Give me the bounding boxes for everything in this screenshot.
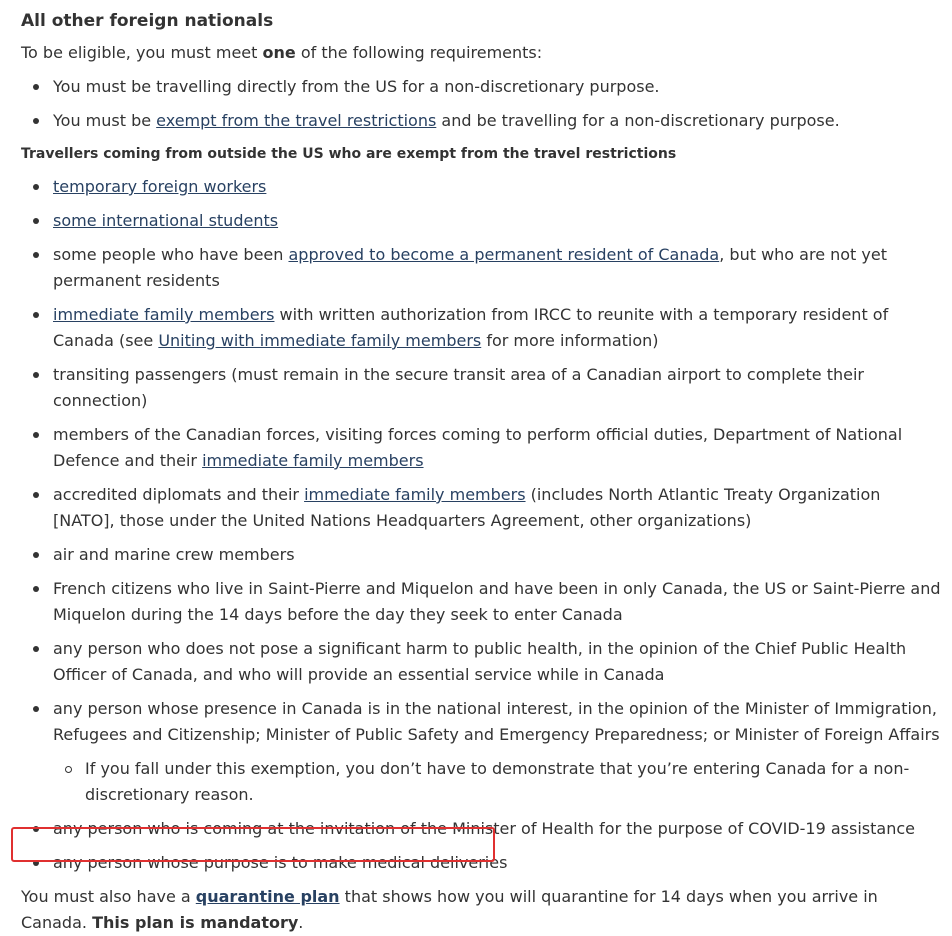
list-item: air and marine crew members bbox=[21, 542, 941, 568]
quarantine-plan-link[interactable]: quarantine plan bbox=[195, 887, 340, 906]
section-heading: All other foreign nationals bbox=[21, 11, 274, 31]
forces-family-link[interactable]: immediate family members bbox=[202, 451, 424, 470]
list-item: immediate family members with written authorization from IRCC to reunite with a temporary resident of Canada (see Uniting with immediate family members for more information) bbox=[21, 302, 941, 354]
mandatory-emphasis: This plan is mandatory bbox=[92, 913, 299, 932]
list-item: members of the Canadian forces, visiting forces coming to perform official duties, Department of National Defence and their immediate family members bbox=[21, 422, 941, 474]
list-item: any person who does not pose a significant harm to public health, in the opinion of the Chief Public Health Officer of Canada, and who will provide an essential service while in Canada bbox=[21, 636, 941, 688]
exempt-heading: Travellers coming from outside the US who are exempt from the travel restrictions bbox=[21, 146, 677, 162]
international-students-link[interactable]: some international students bbox=[53, 211, 279, 230]
list-item-medical-deliveries: any person whose purpose is to make medical deliveries bbox=[21, 850, 941, 876]
list-item: any person who is coming at the invitation of the Minister of Health for the purpose of COVID-19 assistance bbox=[21, 816, 941, 842]
intro-text: To be eligible, you must meet one of the following requirements: bbox=[21, 43, 543, 62]
closing-text: You must also have a quarantine plan that shows how you will quarantine for 14 days when you arrive in Canada. This plan is mandatory. bbox=[21, 887, 878, 932]
content-area bbox=[21, 8, 941, 936]
uniting-family-link[interactable]: Uniting with immediate family members bbox=[158, 331, 482, 350]
exempt-list bbox=[21, 174, 941, 876]
intro-emphasis: one bbox=[262, 43, 296, 62]
immediate-family-link[interactable]: immediate family members bbox=[53, 305, 275, 324]
list-item bbox=[21, 174, 941, 200]
exempt-restrictions-link[interactable]: exempt from the travel restrictions bbox=[156, 111, 437, 130]
list-item: transiting passengers (must remain in the secure transit area of a Canadian airport to complete their connection) bbox=[21, 362, 941, 414]
list-item: You must be exempt from the travel restrictions and be travelling for a non-discretionary purpose. bbox=[21, 108, 941, 134]
temporary-foreign-workers-link[interactable]: temporary foreign workers bbox=[53, 177, 267, 196]
list-item: accredited diplomats and their immediate family members (includes North Atlantic Treaty Organization [NATO], those under the United Nations Headquarters Agreement, other organizations) bbox=[21, 482, 941, 534]
diplomats-family-link[interactable]: immediate family members bbox=[304, 485, 526, 504]
list-item: some people who have been approved to become a permanent resident of Canada, but who are not yet permanent residents bbox=[21, 242, 941, 294]
sub-list bbox=[53, 756, 941, 808]
permanent-resident-link[interactable]: approved to become a permanent resident of Canada bbox=[288, 245, 720, 264]
list-item: French citizens who live in Saint-Pierre and Miquelon and have been in only Canada, the US or Saint-Pierre and Miquelon during the 14 days before the day they seek to enter Canada bbox=[21, 576, 941, 628]
sub-list-item: If you fall under this exemption, you don’t have to demonstrate that you’re entering Canada for a non-discretionary reason. bbox=[53, 756, 941, 808]
list-item: any person whose presence in Canada is in the national interest, in the opinion of the Minister of Immigration, Refugees and Citizenship; Minister of Public Safety and Emergency Preparedness; or Minister of Foreign Affairs If you fall under this exemption, you don’t have to demonstrate that you’re entering Canada for a non-discretionary reason. bbox=[21, 696, 941, 808]
requirements-list bbox=[21, 74, 941, 134]
list-item: You must be travelling directly from the US for a non-discretionary purpose. bbox=[21, 74, 941, 100]
list-item bbox=[21, 208, 941, 234]
